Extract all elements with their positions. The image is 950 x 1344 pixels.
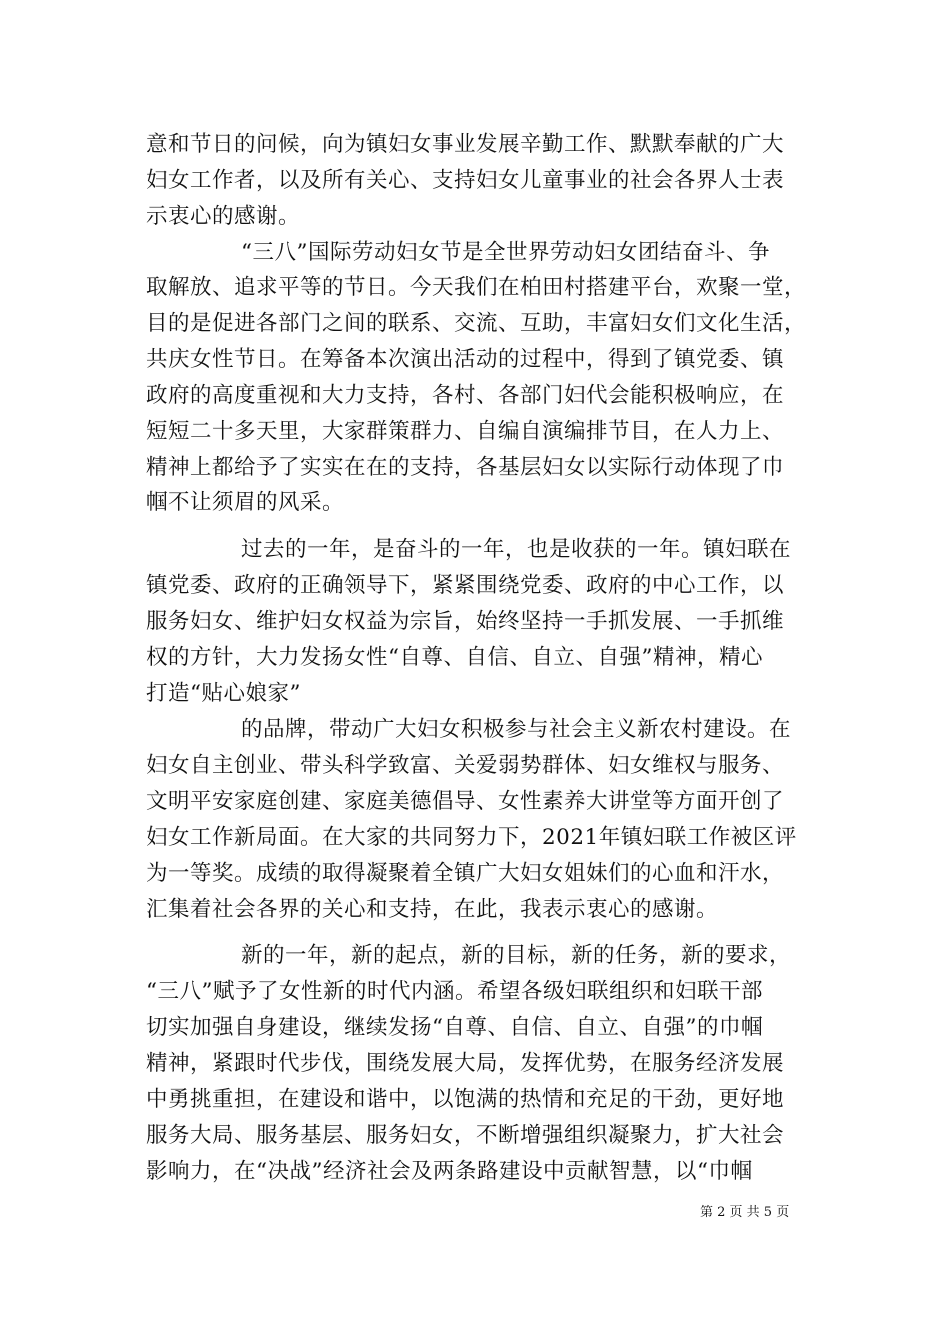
text-line: “三八”赋予了女性新的时代内涵。希望各级妇联组织和妇联干部 bbox=[146, 979, 763, 1004]
text-line: 权的方针，大力发扬女性“自尊、自信、自立、自强”精神，精心 bbox=[146, 645, 763, 670]
text-line: 精神上都给予了实实在在的支持，各基层妇女以实际行动体现了巾 bbox=[146, 455, 785, 480]
text-line: 影响力，在“决战”经济社会及两条路建设中贡献智慧，以“巾帼 bbox=[146, 1159, 753, 1184]
text-line: 切实加强自身建设，继续发扬“自尊、自信、自立、自强”的巾帼 bbox=[146, 1015, 763, 1040]
text-line: 政府的高度重视和大力支持，各村、各部门妇代会能积极响应，在 bbox=[146, 383, 785, 408]
text-line: 示衷心的感谢。 bbox=[146, 204, 301, 229]
text-line: 镇党委、政府的正确领导下，紧紧围绕党委、政府的中心工作，以 bbox=[146, 573, 785, 598]
text-line: 的品牌，带动广大妇女积极参与社会主义新农村建设。在 bbox=[241, 717, 792, 742]
text-line: 妇女工作者，以及所有关心、支持妇女儿童事业的社会各界人士表 bbox=[146, 168, 785, 193]
text-line: 汇集着社会各界的关心和支持，在此，我表示衷心的感谢。 bbox=[146, 897, 719, 922]
text-line: 取解放、追求平等的节日。今天我们在柏田村搭建平台，欢聚一堂， bbox=[146, 275, 807, 300]
text-line: 过去的一年，是奋斗的一年，也是收获的一年。镇妇联在 bbox=[241, 537, 792, 562]
text-line: 打造“贴心娘家” bbox=[146, 681, 301, 706]
text-line: 妇女工作新局面。在大家的共同努力下，2021年镇妇联工作被区评 bbox=[146, 825, 797, 850]
text-line: 服务大局、服务基层、服务妇女，不断增强组织凝聚力，扩大社会 bbox=[146, 1123, 785, 1148]
text-line: 新的一年，新的起点，新的目标，新的任务，新的要求， bbox=[241, 943, 792, 968]
text-line: 精神，紧跟时代步伐，围绕发展大局，发挥优势，在服务经济发展 bbox=[146, 1051, 785, 1076]
text-line: 文明平安家庭创建、家庭美德倡导、女性素养大讲堂等方面开创了 bbox=[146, 789, 785, 814]
page-number-footer: 第 2 页 共 5 页 bbox=[700, 1205, 790, 1220]
text-line: 目的是促进各部门之间的联系、交流、互助，丰富妇女们文化生活， bbox=[146, 311, 807, 336]
text-line: 帼不让须眉的风采。 bbox=[146, 490, 345, 515]
text-line: 意和节日的问候，向为镇妇女事业发展辛勤工作、默默奉献的广大 bbox=[146, 132, 785, 157]
text-line: 服务妇女、维护妇女权益为宗旨，始终坚持一手抓发展、一手抓维 bbox=[146, 609, 785, 634]
text-line: 中勇挑重担，在建设和谐中，以饱满的热情和充足的干劲，更好地 bbox=[146, 1087, 785, 1112]
text-line: 短短二十多天里，大家群策群力、自编自演编排节目，在人力上、 bbox=[146, 419, 785, 444]
text-line: “三八”国际劳动妇女节是全世界劳动妇女团结奋斗、争 bbox=[241, 240, 770, 265]
text-line: 妇女自主创业、带头科学致富、关爱弱势群体、妇女维权与服务、 bbox=[146, 753, 785, 778]
text-line: 共庆女性节日。在筹备本次演出活动的过程中，得到了镇党委、镇 bbox=[146, 347, 785, 372]
text-line: 为一等奖。成绩的取得凝聚着全镇广大妇女姐妹们的心血和汗水， bbox=[146, 861, 785, 886]
